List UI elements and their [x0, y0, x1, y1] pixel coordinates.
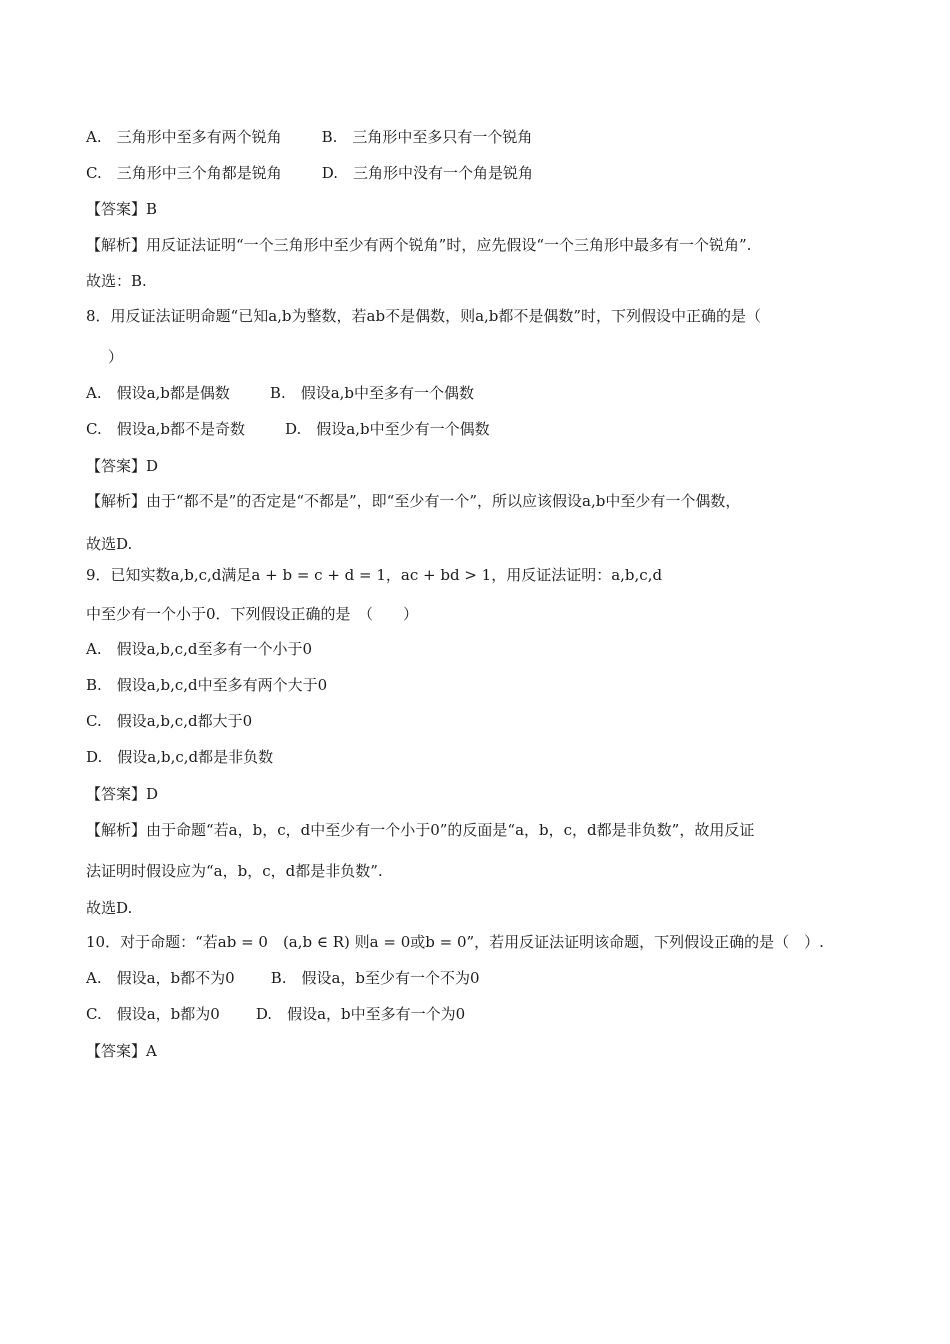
q10-option-c: C. 假设a，b都为0 [86, 1005, 220, 1023]
q10-option-a: A. 假设a，b都不为0 [86, 969, 235, 987]
q8-option-d: D. 假设a,b中至少有一个偶数 [285, 420, 490, 438]
q8-options-row-1 [86, 383, 474, 403]
q7-answer: 【答案】B [86, 200, 158, 218]
q8-stem-line-1: 8．用反证法证明命题“已知a,b为整数，若ab不是偶数，则a,b都不是偶数”时，下列假设中正确的是（ [86, 307, 762, 325]
q7-option-a: A. 三角形中至多有两个锐角 [86, 128, 282, 146]
q10-answer: 【答案】A [86, 1042, 157, 1060]
q10-stem-line-1: 10．对于命题：“若ab = 0 (a,b ∈ R) 则a = 0或b = 0”，若用反证法证明该命题，下列假设正确的是（ ）. [86, 933, 824, 951]
q8-analysis-line-1: 【解析】由于“都不是”的否定是“不都是”，即“至少有一个”，所以应该假设a,b中至少有一个偶数， [86, 492, 741, 510]
q8-answer: 【答案】D [86, 457, 159, 475]
q9-analysis-line-1: 【解析】由于命题“若a，b，c，d中至少有一个小于0”的反面是“a，b，c，d都是非负数”，故用反证 [86, 821, 755, 839]
q8-analysis-line-2: 故选D. [86, 535, 133, 553]
q10-options-row-2 [86, 1004, 465, 1024]
q7-analysis-line-1: 【解析】用反证法证明“一个三角形中至少有两个锐角”时，应先假设“一个三角形中最多有一个锐角”. [86, 236, 752, 254]
q9-analysis-line-3: 故选D. [86, 899, 133, 917]
q10-option-d: D. 假设a，b中至多有一个为0 [255, 1005, 466, 1023]
q8-option-c: C. 假设a,b都不是奇数 [86, 420, 246, 438]
q9-answer: 【答案】D [86, 785, 159, 803]
q8-options-row-2 [86, 419, 490, 439]
q7-options-row-1 [86, 127, 532, 147]
q10-option-b: B. 假设a，b至少有一个不为0 [270, 969, 480, 987]
q9-option-c: C. 假设a,b,c,d都大于0 [86, 712, 253, 730]
q7-analysis-line-2: 故选：B. [86, 272, 147, 290]
q9-option-d: D. 假设a,b,c,d都是非负数 [86, 748, 274, 766]
q10-options-row-1 [86, 968, 480, 988]
q8-option-a: A. 假设a,b都是偶数 [86, 384, 230, 402]
q8-option-b: B. 假设a,b中至多有一个偶数 [269, 384, 475, 402]
q7-option-d: D. 三角形中没有一个角是锐角 [321, 164, 533, 182]
q9-stem-line-2: 中至少有一个小于0．下列假设正确的是 （ ） [86, 605, 419, 623]
q9-option-b: B. 假设a,b,c,d中至多有两个大于0 [86, 676, 328, 694]
q7-option-c: C. 三角形中三个角都是锐角 [86, 164, 282, 182]
q9-analysis-line-2: 法证明时假设应为“a，b，c，d都是非负数”. [86, 862, 383, 880]
q9-option-a: A. 假设a,b,c,d至多有一个小于0 [86, 640, 312, 658]
q7-option-b: B. 三角形中至多只有一个锐角 [321, 128, 533, 146]
q9-stem-line-1: 9．已知实数a,b,c,d满足a + b = c + d = 1，ac + bd > 1，用反证法证明：a,b,c,d [86, 566, 663, 584]
q7-options-row-2 [86, 163, 533, 183]
q8-stem-line-2: ） [108, 348, 124, 366]
